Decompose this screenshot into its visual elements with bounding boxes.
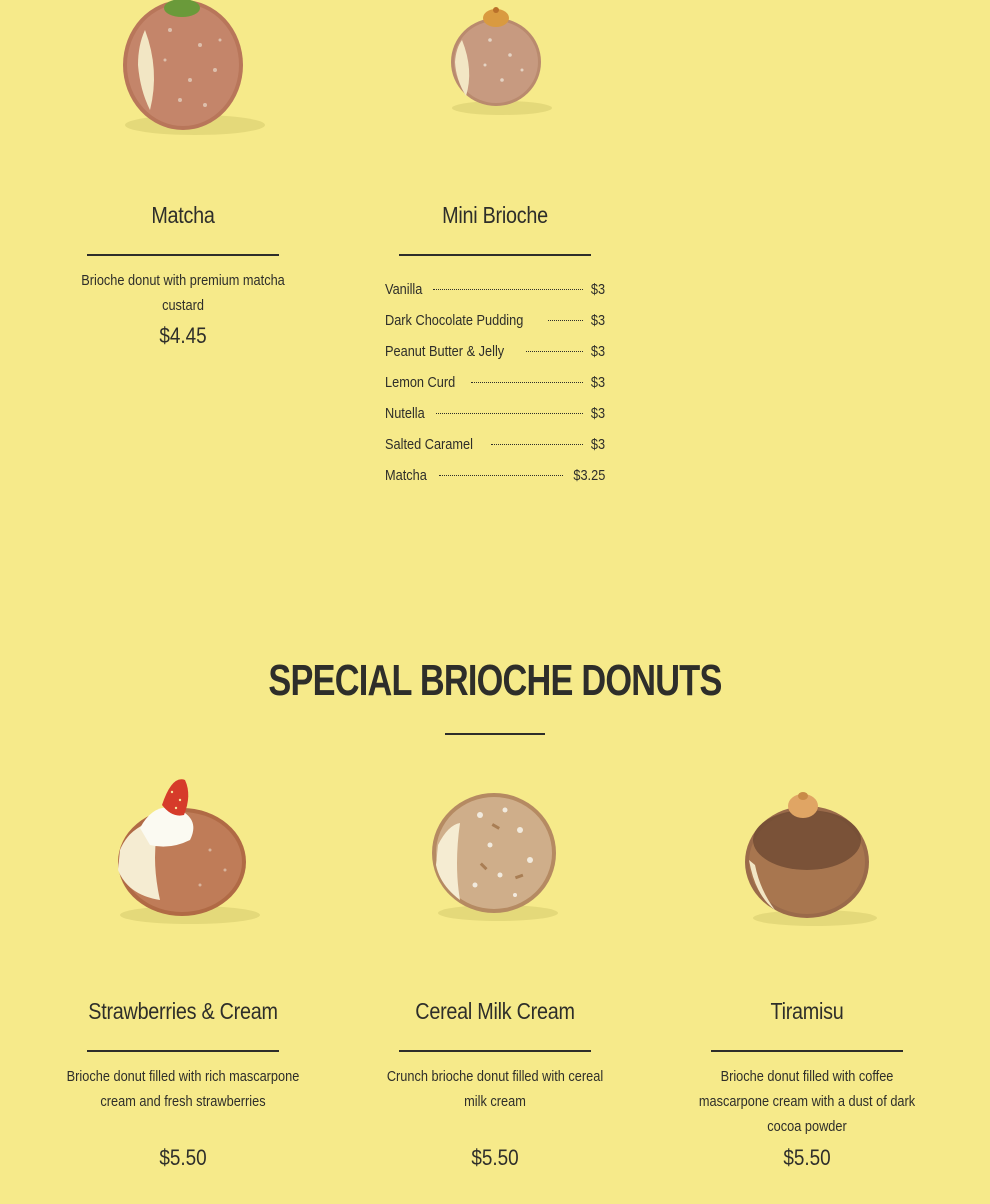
flavor-price: $3 — [590, 375, 605, 391]
dot-leader — [491, 444, 583, 445]
strawberries-cream-donut-image — [100, 770, 270, 930]
product-description-strawberries-cream: Brioche donut filled with rich mascarpone cream and fresh strawberries — [66, 1069, 300, 1110]
flavor-name: Peanut Butter & Jelly — [385, 344, 505, 360]
product-title-tiramisu: Tiramisu — [770, 998, 844, 1024]
flavor-name: Matcha — [385, 468, 427, 484]
tiramisu-donut-image — [735, 780, 895, 930]
title-divider — [87, 1050, 279, 1052]
list-item — [385, 406, 605, 437]
section-divider — [445, 733, 545, 735]
product-price-matcha: $4.45 — [159, 323, 207, 348]
mini-brioche-image — [440, 0, 570, 120]
mini-brioche-price-list — [385, 282, 605, 499]
title-divider — [399, 1050, 591, 1052]
product-price-cereal-milk-cream: $5.50 — [471, 1145, 519, 1170]
flavor-name: Salted Caramel — [385, 437, 473, 453]
dot-leader — [436, 413, 583, 414]
product-title-matcha: Matcha — [151, 202, 215, 228]
product-title-mini-brioche: Mini Brioche — [442, 202, 548, 228]
dot-leader — [548, 320, 583, 321]
list-item — [385, 344, 605, 375]
flavor-price: $3 — [590, 344, 605, 360]
flavor-price: $3 — [590, 406, 605, 422]
title-divider — [711, 1050, 903, 1052]
flavor-price: $3 — [590, 282, 605, 298]
product-price-strawberries-cream: $5.50 — [159, 1145, 207, 1170]
matcha-donut-image — [100, 0, 270, 140]
flavor-name: Vanilla — [385, 282, 423, 298]
list-item — [385, 468, 605, 499]
flavor-name: Dark Chocolate Pudding — [385, 313, 524, 329]
product-title-strawberries-cream: Strawberries & Cream — [88, 998, 278, 1024]
list-item — [385, 437, 605, 468]
flavor-price: $3 — [590, 313, 605, 329]
section-heading: SPECIAL BRIOCHE DONUTS — [268, 656, 722, 705]
title-divider — [399, 254, 591, 256]
product-title-cereal-milk-cream: Cereal Milk Cream — [415, 998, 575, 1024]
flavor-name: Lemon Curd — [385, 375, 456, 391]
list-item — [385, 282, 605, 313]
product-description-cereal-milk-cream: Crunch brioche donut filled with cereal milk cream — [386, 1069, 604, 1110]
product-description-tiramisu: Brioche donut filled with coffee mascarpone cream with a dust of dark cocoa powder — [698, 1069, 916, 1135]
dot-leader — [526, 351, 582, 352]
list-item — [385, 375, 605, 406]
cereal-milk-cream-donut-image — [420, 775, 570, 925]
title-divider — [87, 254, 279, 256]
product-description-matcha: Brioche donut with premium matcha custard — [81, 273, 285, 314]
product-price-tiramisu: $5.50 — [783, 1145, 831, 1170]
dot-leader — [439, 475, 563, 476]
flavor-price: $3.25 — [573, 468, 605, 484]
dot-leader — [433, 289, 582, 290]
list-item — [385, 313, 605, 344]
flavor-name: Nutella — [385, 406, 425, 422]
flavor-price: $3 — [590, 437, 605, 453]
dot-leader — [471, 382, 583, 383]
